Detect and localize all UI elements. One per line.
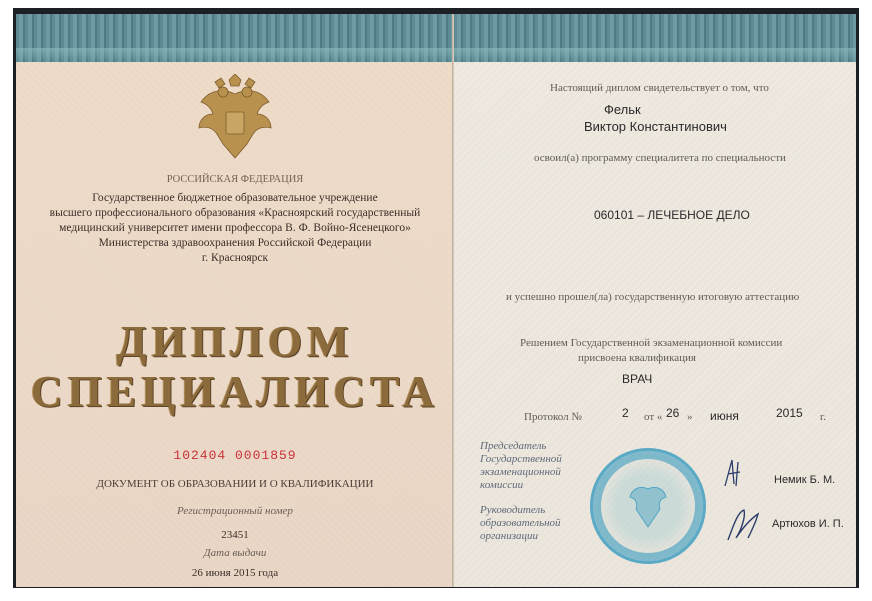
decision-line2: присвоена квалификация [578,352,696,364]
organization-head-label: Руководитель образовательной организации [480,504,561,542]
document-type: ДОКУМЕНТ ОБ ОБРАЗОВАНИИ И О КВАЛИФИКАЦИИ [96,478,374,490]
attestation-text: и успешно прошел(ла) государственную итоговую аттестацию [506,291,800,303]
commission-chair-name: Немик Б. М. [774,474,836,486]
date-year-suffix: г. [820,411,827,423]
protocol-label: Протокол № [524,411,582,423]
date-month: июня [710,409,739,423]
decorative-band [16,14,454,62]
qualification: ВРАЧ [622,372,653,386]
date-close-quote: » [687,411,693,423]
institution-line: медицинский университет имени профессора В. Ф. Войно-Ясенецкого» [59,222,411,234]
organization-head-name: Артюхов И. П. [772,518,844,530]
registration-number: 23451 [221,529,249,541]
official-seal-stamp [590,448,706,564]
intro-text: Настоящий диплом свидетельствует о том, что [550,82,769,94]
registration-label: Регистрационный номер [177,505,293,517]
date-year: 2015 [776,406,803,420]
institution-line: Министерства здравоохранения Российской Федерации [98,237,372,249]
institution-line: Государственное бюджетное образовательное учреждение [92,192,378,204]
program-text: освоил(а) программу специалитета по специальности [534,152,786,164]
decision-line1: Решением Государственной экзаменационной комиссии [520,337,783,349]
head-signature [724,504,764,546]
diploma-left-page [16,14,454,587]
date-from-label: от « [644,411,663,423]
chair-signature [722,456,744,490]
serial-number: 102404 0001859 [173,448,297,463]
graduate-surname: Фельк [604,102,641,117]
issue-date: 26 июня 2015 года [191,567,279,579]
graduate-name: Виктор Константинович [584,119,727,134]
diploma-title-line2: СПЕЦИАЛИСТА [30,367,440,416]
protocol-number: 2 [622,406,629,420]
coat-of-arms-emblem [193,74,277,166]
date-day: 26 [666,406,680,420]
decorative-band [454,14,856,62]
issue-date-label: Дата выдачи [203,547,267,559]
country-label: РОССИЙСКАЯ ФЕДЕРАЦИЯ [166,174,304,185]
institution-line: высшего профессионального образования «Красноярский государственный [49,207,421,219]
seal-emblem [626,481,670,529]
diploma-title-line1: ДИПЛОМ [116,317,354,366]
commission-chair-label: Председатель Государственной экзаменационной комиссии [480,440,562,491]
institution-line: г. Красноярск [201,252,269,264]
specialty: 060101 – ЛЕЧЕБНОЕ ДЕЛО [594,208,750,222]
